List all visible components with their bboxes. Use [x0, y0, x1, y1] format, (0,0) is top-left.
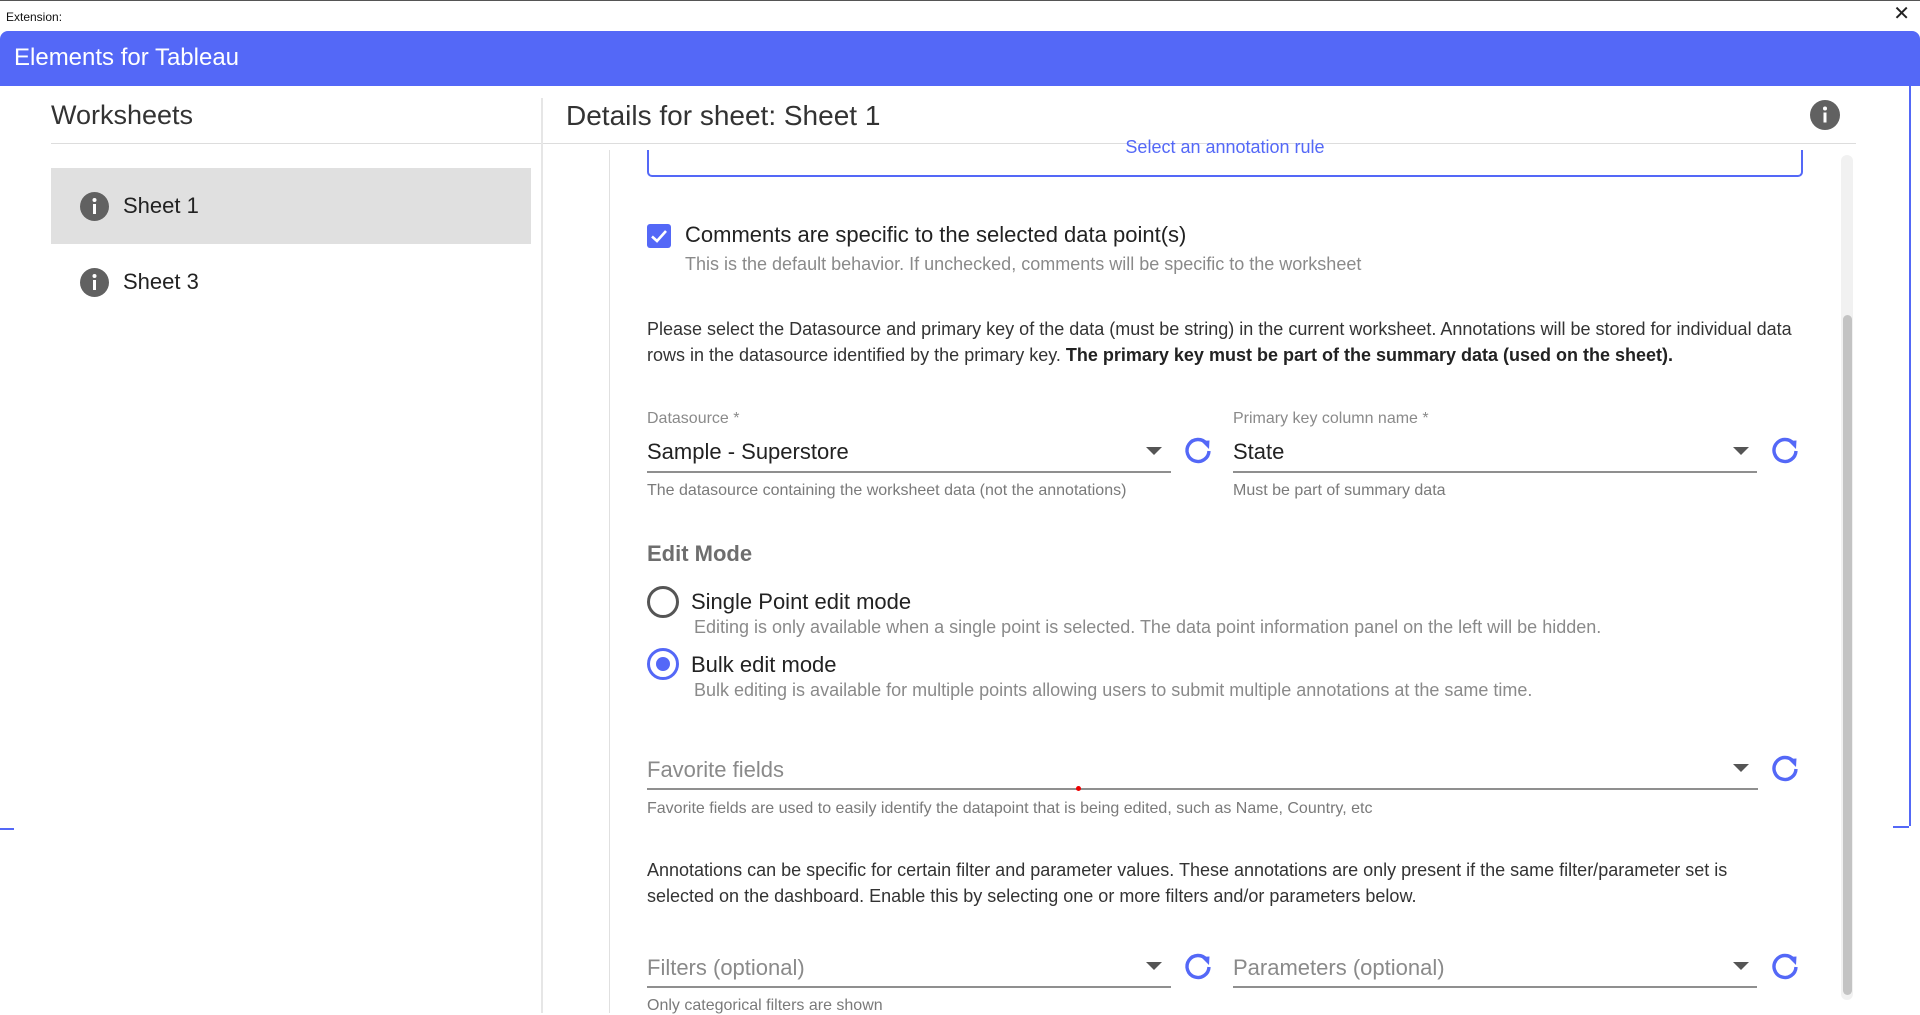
scrollbar-thumb[interactable] — [1843, 315, 1852, 995]
app-title: Elements for Tableau — [14, 44, 240, 71]
datasource-intro-text: Please select the Datasource and primary key of the data (must be string) in the current worksheet. Annotations will be stored for individual data rows in the datasource identified by the primary key. — [647, 319, 1792, 365]
refresh-icon[interactable] — [1182, 434, 1214, 466]
window-titlebar — [0, 0, 1920, 31]
filters-help: Only categorical filters are shown — [647, 997, 883, 1014]
datasource-intro-bold: The primary key must be part of the summary data (used on the sheet). — [1065, 345, 1674, 365]
primary-key-select[interactable]: State — [1233, 439, 1285, 464]
datasource-underline — [647, 471, 1171, 473]
checkbox-label[interactable]: Comments are specific to the selected data point(s) — [685, 222, 1187, 247]
datasource-select[interactable]: Sample - Superstore — [647, 439, 849, 464]
filters-intro: Annotations can be specific for certain filter and parameter values. These annotations are only present if the same filter/parameter set is selected on the dashboard. Enable this by selecting one or more filters and/or parameters below. — [647, 860, 1728, 906]
datasource-help: The datasource containing the worksheet data (not the annotations) — [647, 482, 1127, 499]
app-header — [0, 31, 1920, 86]
parameters-underline — [1233, 986, 1757, 988]
sidebar-item-sheet-3[interactable] — [51, 244, 531, 320]
content-border — [609, 150, 610, 1013]
bulk-edit-radio[interactable] — [647, 648, 679, 680]
favorite-fields-help: Favorite fields are used to easily identify the datapoint that is being edited, such as Name, Country, etc — [647, 800, 1373, 817]
chevron-down-icon[interactable] — [1733, 764, 1749, 772]
parameters-select[interactable]: Parameters (optional) — [1233, 955, 1445, 980]
single-point-label[interactable]: Single Point edit mode — [691, 589, 912, 614]
info-icon[interactable] — [1810, 100, 1840, 130]
sidebar-item-label: Sheet 3 — [123, 269, 199, 294]
datasource-label: Datasource * — [647, 410, 740, 427]
panel-divider — [541, 98, 543, 1013]
bulk-edit-label[interactable]: Bulk edit mode — [691, 652, 837, 677]
checkbox-help: This is the default behavior. If unchecked, comments will be specific to the worksheet — [685, 254, 1362, 274]
button-label: Select an annotation rule — [1125, 137, 1325, 157]
worksheets-heading: Worksheets — [51, 100, 194, 130]
bulk-edit-help: Bulk editing is available for multiple points allowing users to submit multiple annotations at the same time. — [694, 680, 1533, 700]
edge-marker — [1893, 826, 1909, 828]
favorite-fields-select[interactable]: Favorite fields — [647, 757, 784, 782]
sidebar-item-label: Sheet 1 — [123, 193, 199, 218]
refresh-icon[interactable] — [1769, 950, 1801, 982]
sidebar-item-sheet-1[interactable] — [51, 168, 531, 244]
chevron-down-icon[interactable] — [1733, 447, 1749, 455]
edit-mode-heading: Edit Mode — [647, 541, 753, 566]
primary-key-label: Primary key column name * — [1233, 410, 1429, 427]
refresh-icon[interactable] — [1769, 752, 1801, 784]
edge-marker — [0, 828, 14, 830]
comments-specific-checkbox[interactable] — [647, 224, 671, 248]
worksheets-divider — [51, 143, 542, 144]
chevron-down-icon[interactable] — [1733, 962, 1749, 970]
page-title: Details for sheet: Sheet 1 — [566, 100, 881, 131]
outer-scrollbar[interactable] — [1909, 86, 1911, 826]
refresh-icon[interactable] — [1182, 950, 1214, 982]
single-point-radio[interactable] — [647, 586, 679, 618]
refresh-icon[interactable] — [1769, 434, 1801, 466]
favorite-fields-underline — [647, 788, 1758, 790]
select-annotation-rule-button[interactable] — [647, 137, 1803, 177]
filters-underline — [647, 986, 1171, 988]
filters-select[interactable]: Filters (optional) — [647, 955, 805, 980]
primary-key-underline — [1233, 471, 1757, 473]
info-icon — [80, 192, 109, 221]
single-point-help: Editing is only available when a single point is selected. The data point information panel on the left will be hidden. — [694, 617, 1602, 637]
info-icon — [80, 268, 109, 297]
chevron-down-icon[interactable] — [1146, 962, 1162, 970]
datasource-intro — [647, 316, 1792, 368]
window-title: Extension: — [6, 10, 63, 24]
chevron-down-icon[interactable] — [1146, 447, 1162, 455]
primary-key-help: Must be part of summary data — [1233, 482, 1446, 499]
cursor-dot — [1076, 786, 1081, 791]
close-icon[interactable]: ✕ — [1893, 3, 1910, 25]
